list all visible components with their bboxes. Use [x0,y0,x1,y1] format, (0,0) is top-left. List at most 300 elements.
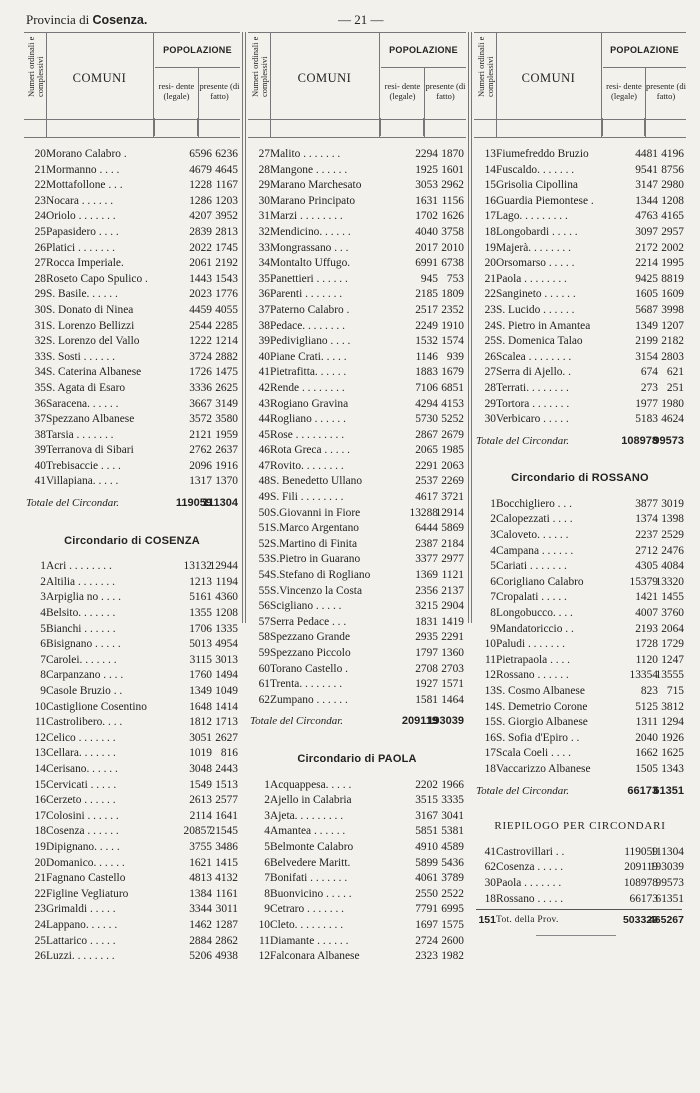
popolazione-presente: 3335 [441,794,464,807]
table-row [490,590,686,606]
comune-name: Lattarico . . . . . [46,934,116,947]
popolazione-presente: 1208 [661,194,684,207]
popolazione-residente: 5730 [415,413,438,426]
table-row [258,646,466,662]
table-row [484,225,686,241]
popolazione-residente: 1702 [415,210,438,223]
table-row [40,637,240,653]
comune-name: S. Giorgio Albanese [496,716,588,729]
row-number: 5 [490,560,496,573]
row-number: 37 [258,303,270,316]
popolazione-residente: 1925 [415,163,438,176]
header-rule [24,119,240,120]
popolazione-presente: 1208 [215,607,238,620]
grand-total-label: Tot. della Prov. [496,915,559,926]
comune-name: Saracena. . . . . . [46,397,119,410]
table-row [484,715,686,731]
popolazione-presente: 4055 [215,303,238,316]
total-residente: 108978 [621,434,658,447]
row-number: 30 [484,413,496,426]
table-row [258,365,466,381]
spacer [496,799,686,819]
comune-name: Fagnano Castello [46,872,126,885]
comune-name: Bianchi . . . . . . [46,622,116,635]
popolazione-presente: 5436 [441,856,464,869]
popolazione-residente: 13354 [629,669,658,682]
comune-name: S. Fili . . . . . . . . [270,491,344,504]
popolazione-residente: 4910 [415,840,438,853]
popolazione-presente: 2980 [661,179,684,192]
table-row [34,902,240,918]
row-number: 51 [258,522,270,535]
table-row [258,381,466,397]
popolazione-residente: 3215 [415,600,438,613]
popolazione-residente: 4040 [415,225,438,238]
comune-name: Trebisaccie . . . . [46,459,121,472]
popolazione-presente: 1419 [441,615,464,628]
table-row [34,397,240,413]
popolazione-presente: 1995 [661,257,684,270]
comune-name: S.Marco Argentano [270,522,359,535]
row-number: 11 [485,653,496,666]
table-row [258,630,466,646]
table-row [484,241,686,257]
header-popolazione: POPOLAZIONE [155,33,240,68]
popolazione-residente: 2114 [189,809,212,822]
comune-name: Verbicaro . . . . . [496,413,569,426]
comune-name: Buonvicino . . . . . [270,887,352,900]
comune-name: Scala Coeli . . . . [496,747,571,760]
table-row [258,256,466,272]
popolazione-presente: 111304 [650,845,684,858]
popolazione-residente: 4481 [635,148,658,160]
header-popolazione: POPOLAZIONE [381,33,466,68]
total-presente: 99573 [653,434,684,447]
row-number: 47 [258,459,270,472]
popolazione-residente: 945 [420,272,438,285]
table-row [34,194,240,210]
riepilogo-title: RIEPILOGO PER CIRCONDARI [494,820,666,833]
row-number: 13 [34,747,46,760]
comune-name: Bisignano . . . . . [46,638,121,651]
table-row [490,575,686,591]
table-row [490,497,686,513]
comune-name: Mongrassano . . . [270,241,349,254]
popolazione-residente: 2249 [415,319,438,332]
popolazione-residente: 5851 [415,825,438,838]
row-number: 38 [258,319,270,332]
comune-name: S. Pietro in Amantea [496,319,591,332]
comune-name: Mandatoriccio . . [496,622,574,635]
popolazione-presente: 3758 [441,225,464,238]
table-row [264,793,466,809]
comune-name: Marano Principato [270,194,356,207]
popolazione-presente: 1494 [215,669,238,682]
table-row [258,350,466,366]
comune-name: Pietrafitta. . . . . . [270,366,347,379]
table-row [40,606,240,622]
popolazione-presente: 99573 [655,876,684,889]
comune-name: S. Lorenzo del Vallo [46,335,140,348]
comune-name: Sangineto . . . . . . [496,288,576,301]
popolazione-presente: 3721 [441,491,464,504]
comune-name: Montalto Uffugo. [270,257,351,270]
table-row [34,443,240,459]
popolazione-presente: 2529 [661,529,684,542]
popolazione-residente: 3115 [189,653,212,666]
popolazione-residente: 1384 [189,887,212,900]
row-number: 11 [35,716,46,729]
row-number: 28 [34,272,46,285]
comune-name: Casole Bruzio . . [46,685,123,697]
popolazione-residente: 2185 [415,288,438,301]
comune-name: Guardia Piemontese . [496,194,594,207]
table-row [484,700,686,716]
popolazione-presente: 6995 [441,903,464,916]
row-number: 11 [259,934,270,947]
popolazione-presente: 5381 [441,825,464,838]
comune-name: Figline Vegliaturo [46,887,129,900]
row-number: 31 [258,210,270,223]
popolazione-presente: 1513 [215,778,238,791]
popolazione-residente: 1355 [189,607,212,620]
comune-name: Oriolo . . . . . . . [46,210,116,223]
popolazione-residente: 1349 [635,319,658,332]
popolazione-presente: 1543 [215,272,238,285]
comune-name: Luzzi. . . . . . . . [46,950,115,963]
spacer [270,768,466,778]
popolazione-residente: 2544 [189,319,212,332]
table-row [258,552,466,568]
row-number: 13 [484,148,496,160]
popolazione-residente: 3167 [415,809,438,822]
row-number: 9 [40,685,46,697]
row-number: 30 [258,194,270,207]
table-header [24,32,240,137]
popolazione-presente: 2962 [441,179,464,192]
row-number: 40 [258,350,270,363]
row-number: 29 [34,288,46,301]
row-number: 1 [490,497,496,510]
popolazione-residente: 4305 [635,560,658,573]
popolazione-residente: 13132 [183,560,212,573]
row-number: 21 [34,872,46,885]
column-divider [644,118,645,136]
row-number: 62 [258,693,270,706]
column-divider [496,118,497,136]
comune-name: Paterno Calabro . [270,303,350,316]
grand-total-presente: 465267 [648,914,684,927]
table-row [484,272,686,288]
row-number: 12 [34,731,46,744]
row-number: 3 [490,529,496,542]
comune-name: Tortora . . . . . . . [496,397,570,410]
popolazione-presente: 2443 [215,762,238,775]
column-divider [154,118,155,136]
popolazione-residente: 2022 [189,241,212,254]
comune-name: Rende . . . . . . . . [270,381,345,394]
section-title: Circondario di COSENZA [64,534,200,547]
comune-name: Nocara . . . . . . [46,194,114,207]
row-number: 41 [258,366,270,379]
popolazione-residente: 1697 [415,918,438,931]
comune-name: Belmonte Calabro [270,840,354,853]
row-number: 32 [34,335,46,348]
table-row [258,163,466,179]
popolazione-residente: 2387 [415,537,438,550]
row-number: 2 [40,575,46,588]
table-row [258,319,466,335]
comune-name: Piane Crati. . . . . [270,350,347,363]
comune-name: Morano Calabro . [46,148,127,160]
row-number: 61 [258,678,270,691]
table-row [258,412,466,428]
comune-name: Platici . . . . . . . [46,241,115,254]
popolazione-residente: 1462 [189,918,212,931]
popolazione-presente: 2577 [215,794,238,807]
popolazione-presente: 1475 [215,366,238,379]
comune-name: Bocchigliero . . . [496,497,572,510]
row-number: 30 [484,876,496,889]
column-divider [46,118,47,136]
popolazione-residente: 1344 [635,194,658,207]
popolazione-residente: 4294 [415,397,438,410]
row-number: 35 [258,272,270,285]
table-row [484,860,686,876]
table-row [40,653,240,669]
row-number: 34 [258,257,270,270]
row-number: 26 [34,241,46,254]
popolazione-residente: 1631 [415,194,438,207]
row-number: 27 [34,257,46,270]
table-row [258,459,466,475]
table-row [258,397,466,413]
popolazione-presente: 1926 [661,731,684,744]
popolazione-residente: 2356 [415,584,438,597]
popolazione-residente: 3053 [415,179,438,192]
popolazione-presente: 1575 [441,918,464,931]
row-number: 59 [258,647,270,659]
popolazione-presente: 2957 [661,225,684,238]
popolazione-presente: 8756 [661,163,684,176]
popolazione-residente: 2613 [189,794,212,807]
popolazione-residente: 1421 [635,591,658,604]
popolazione-presente: 2285 [215,319,238,332]
popolazione-presente: 6236 [215,148,238,160]
popolazione-residente: 1443 [189,272,212,285]
popolazione-residente: 4763 [635,210,658,223]
popolazione-residente: 2017 [415,241,438,254]
comune-name: Colosini . . . . . . [46,809,119,822]
popolazione-residente: 3336 [189,381,212,394]
popolazione-presente: 193039 [649,861,684,874]
comune-name: S. Basile. . . . . . [46,288,118,301]
row-number: 16 [34,794,46,807]
popolazione-residente: 119059 [624,845,658,858]
popolazione-presente: 3760 [661,607,684,620]
row-number: 3 [40,591,46,604]
row-number: 4 [490,544,496,557]
row-number: 19 [484,241,496,254]
row-number: 27 [484,366,496,379]
page-number: — 21 — [338,12,384,27]
row-number: 26 [34,950,46,963]
popolazione-residente: 15379 [629,575,658,588]
popolazione-presente: 5252 [441,413,464,426]
row-number: 39 [34,444,46,457]
comune-name: Celico . . . . . . . [46,731,116,744]
popolazione-residente: 273 [640,381,658,394]
popolazione-residente: 1549 [189,778,212,791]
popolazione-residente: 1146 [415,350,438,363]
table-row [34,350,240,366]
header-rule [474,119,686,120]
popolazione-residente: 1605 [635,288,658,301]
row-number: 57 [258,615,270,628]
popolazione-residente: 674 [640,366,658,379]
header-numeri [248,33,271,137]
popolazione-presente: 1294 [661,716,684,729]
header-presente: presente (di fatto) [424,67,466,137]
grand-total-row [478,913,686,929]
spacer [46,512,240,534]
comune-name: Zumpano . . . . . . [270,693,348,706]
row-number: 17 [34,809,46,822]
popolazione-residente: 2708 [415,662,438,675]
comune-name: Falconara Albanese [270,950,360,963]
table-row [34,824,240,840]
popolazione-presente: 3952 [215,210,238,223]
popolazione-presente: 4645 [215,163,238,176]
comune-name: Vaccarizzo Albanese [496,762,591,775]
popolazione-presente: 715 [666,685,684,697]
popolazione-presente: 4624 [661,413,684,426]
comune-name: Belvedere Maritt. [270,856,351,869]
popolazione-residente: 3051 [189,731,212,744]
popolazione-presente: 4196 [661,148,684,160]
table-header [474,32,686,137]
row-number: 40 [34,459,46,472]
popolazione-residente: 3667 [189,397,212,410]
comune-name: Ajeta. . . . . . . . . [270,809,344,822]
row-number: 53 [258,553,270,566]
popolazione-presente: 3998 [661,303,684,316]
popolazione-residente: 1532 [415,335,438,348]
row-number: 6 [264,856,270,869]
table-row [258,178,466,194]
table-row [264,809,466,825]
popolazione-presente: 2703 [441,662,464,675]
popolazione-presente: 1916 [215,459,238,472]
popolazione-presente: 2637 [215,444,238,457]
popolazione-residente: 2712 [635,544,658,557]
row-number: 56 [258,600,270,613]
popolazione-residente: 1883 [415,366,438,379]
table-row [485,653,686,669]
popolazione-residente: 66173 [629,892,658,905]
popolazione-presente: 2064 [661,622,684,635]
comune-name: S. Domenica Talao [496,335,583,348]
comune-name: Orsomarso . . . . . [496,257,575,270]
popolazione-presente: 4938 [215,950,238,963]
table-row [34,225,240,241]
popolazione-residente: 1286 [189,194,212,207]
row-number: 28 [258,163,270,176]
popolazione-presente: 2813 [215,225,238,238]
comune-name: Mendicino. . . . . . [270,225,351,238]
row-number: 5 [264,840,270,853]
comune-name: S. Demetrio Corone [496,700,588,713]
popolazione-residente: 2291 [415,459,438,472]
comune-name: Parenti . . . . . . . [270,288,343,301]
comune-name: S. Agata di Esaro [46,381,126,394]
comune-name: Bonifati . . . . . . . [270,872,348,885]
total-row [476,434,686,450]
comune-name: Fuscaldo. . . . . . . [496,163,575,176]
row-number: 18 [34,825,46,838]
table-row [34,272,240,288]
popolazione-residente: 5206 [189,950,212,963]
row-number: 9 [264,903,270,916]
total-residente: 209119 [401,715,438,728]
popolazione-residente: 3724 [189,350,212,363]
popolazione-presente: 2192 [215,257,238,270]
popolazione-residente: 2867 [415,428,438,441]
popolazione-residente: 1369 [415,569,438,582]
table-row [258,334,466,350]
section-title: Circondario di PAOLA [297,752,417,765]
section-title: Circondario di ROSSANO [511,472,649,485]
popolazione-presente: 61351 [655,892,684,905]
table-row [258,147,466,163]
row-number: 22 [34,887,46,900]
header-residente: resi- dente (legale) [606,81,642,101]
table-row [484,381,686,397]
row-number: 46 [258,444,270,457]
popolazione-residente: 1812 [189,716,212,729]
popolazione-presente: 1776 [215,288,238,301]
total-label: Totale del Circondar. [26,497,120,510]
popolazione-residente: 1311 [635,716,658,729]
popolazione-presente: 1713 [215,716,238,729]
popolazione-presente: 1809 [441,288,464,301]
popolazione-residente: 1222 [189,335,212,348]
popolazione-presente: 753 [446,272,464,285]
table-row [34,474,240,490]
table-row [258,568,466,584]
spacer [496,449,686,471]
popolazione-presente: 1370 [215,475,238,488]
table-row [484,334,686,350]
comune-name: Marano Marchesato [270,179,362,192]
table-row [258,474,466,490]
row-number: 14 [34,762,46,775]
header-rule [24,137,240,138]
header-rule [248,119,466,120]
popolazione-presente: 3580 [215,413,238,426]
comune-name: Castrolibero. . . . [46,716,123,729]
popolazione-presente: 1414 [215,700,238,713]
popolazione-residente: 2096 [189,459,212,472]
table-row [34,840,240,856]
popolazione-presente: 2625 [215,381,238,394]
comune-name: S. Sofia d'Epiro . . [496,731,580,744]
column-divider [197,118,198,136]
comune-name: S.Martino di Finita [270,537,358,550]
comune-name: Fiumefreddo Bruzio [496,148,589,160]
row-number: 52 [258,537,270,550]
comune-name: S.Stefano di Rogliano [270,569,371,582]
